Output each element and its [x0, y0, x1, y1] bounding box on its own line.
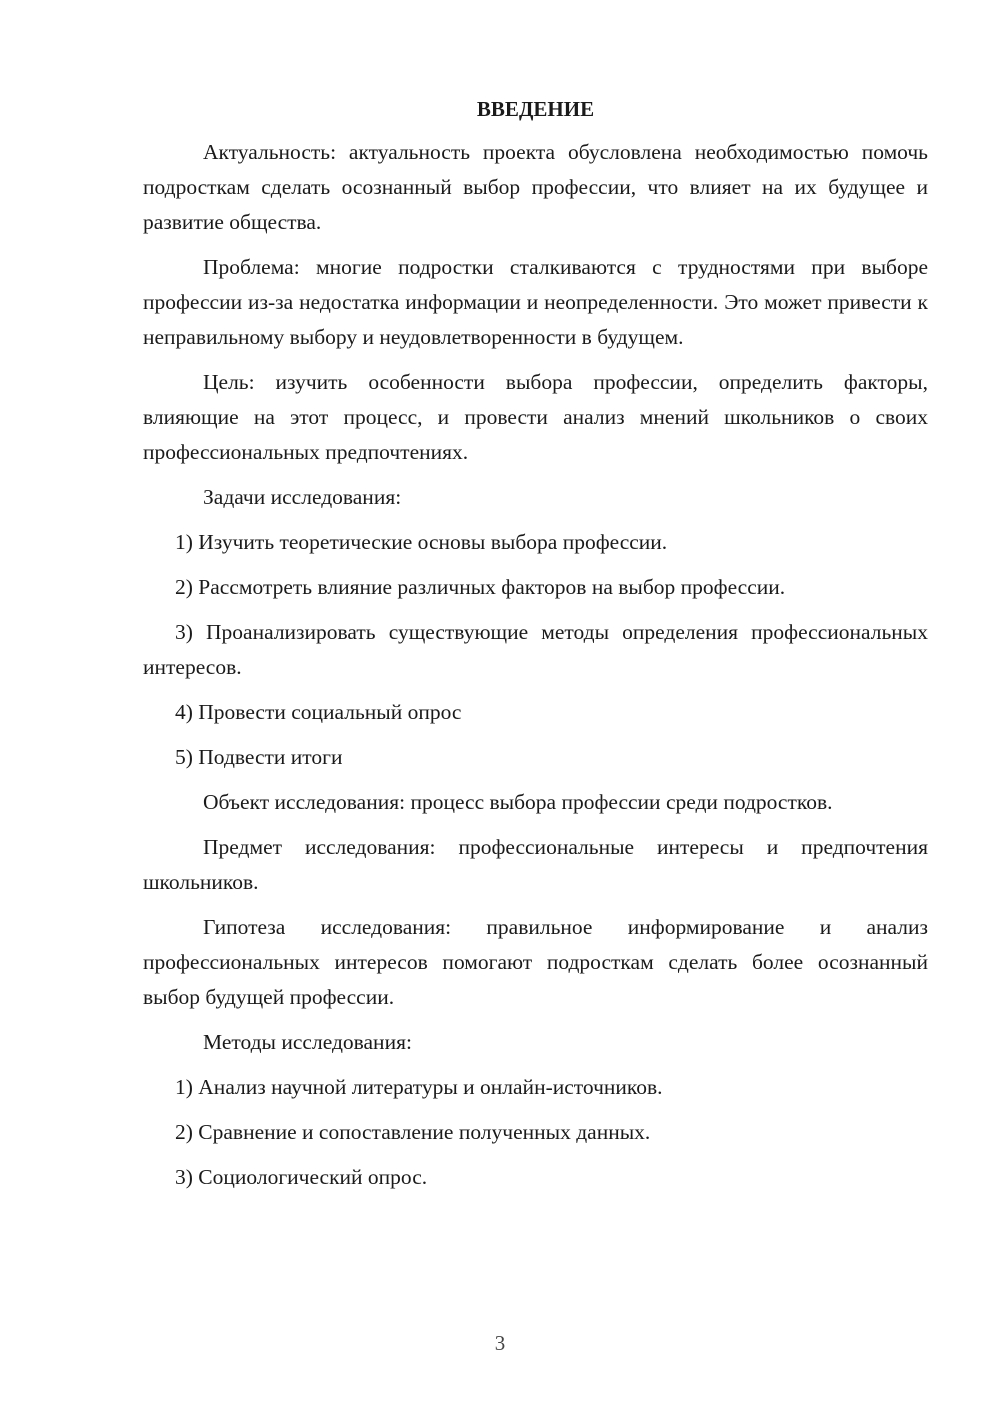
document-body [143, 92, 928, 1205]
hypothesis-paragraph: Гипотеза исследования: правильное информирование и анализ профессиональных интересов помогают подросткам сделать более осознанный выбор будущей профессии. [143, 915, 928, 1009]
tasks-list [143, 525, 928, 775]
method-item: 2) Сравнение и сопоставление полученных данных. [175, 1120, 651, 1144]
section-title: ВВЕДЕНИЕ [476, 97, 595, 121]
relevance-paragraph: Актуальность: актуальность проекта обусловлена необходимостью помочь подросткам сделать осознанный выбор профессии, что влияет на их будущее и развитие общества. [143, 140, 928, 234]
object-paragraph: Объект исследования: процесс выбора профессии среди подростков. [203, 790, 833, 814]
methods-list [143, 1070, 928, 1195]
task-item: 5) Подвести итоги [175, 745, 343, 769]
subject-paragraph: Предмет исследования: профессиональные интересы и предпочтения школьников. [143, 835, 928, 894]
method-item: 1) Анализ научной литературы и онлайн-источников. [175, 1075, 663, 1099]
task-item: 4) Провести социальный опрос [175, 700, 462, 724]
task-item: 2) Рассмотреть влияние различных факторов на выбор профессии. [175, 575, 786, 599]
problem-paragraph: Проблема: многие подростки сталкиваются с трудностями при выборе профессии из-за недостатка информации и неопределенности. Это может привести к неправильному выбору и неудовлетворенности в будущем. [143, 255, 928, 349]
page-number: 3 [494, 1331, 506, 1355]
task-item: 3) Проанализировать существующие методы определения профессиональных интересов. [143, 620, 928, 679]
method-item: 3) Социологический опрос. [175, 1165, 428, 1189]
tasks-heading: Задачи исследования: [203, 485, 402, 509]
task-item: 1) Изучить теоретические основы выбора профессии. [175, 530, 668, 554]
goal-paragraph: Цель: изучить особенности выбора профессии, определить факторы, влияющие на этот процесс, и провести анализ мнений школьников о своих профессиональных предпочтениях. [143, 370, 928, 464]
methods-heading: Методы исследования: [203, 1030, 412, 1054]
